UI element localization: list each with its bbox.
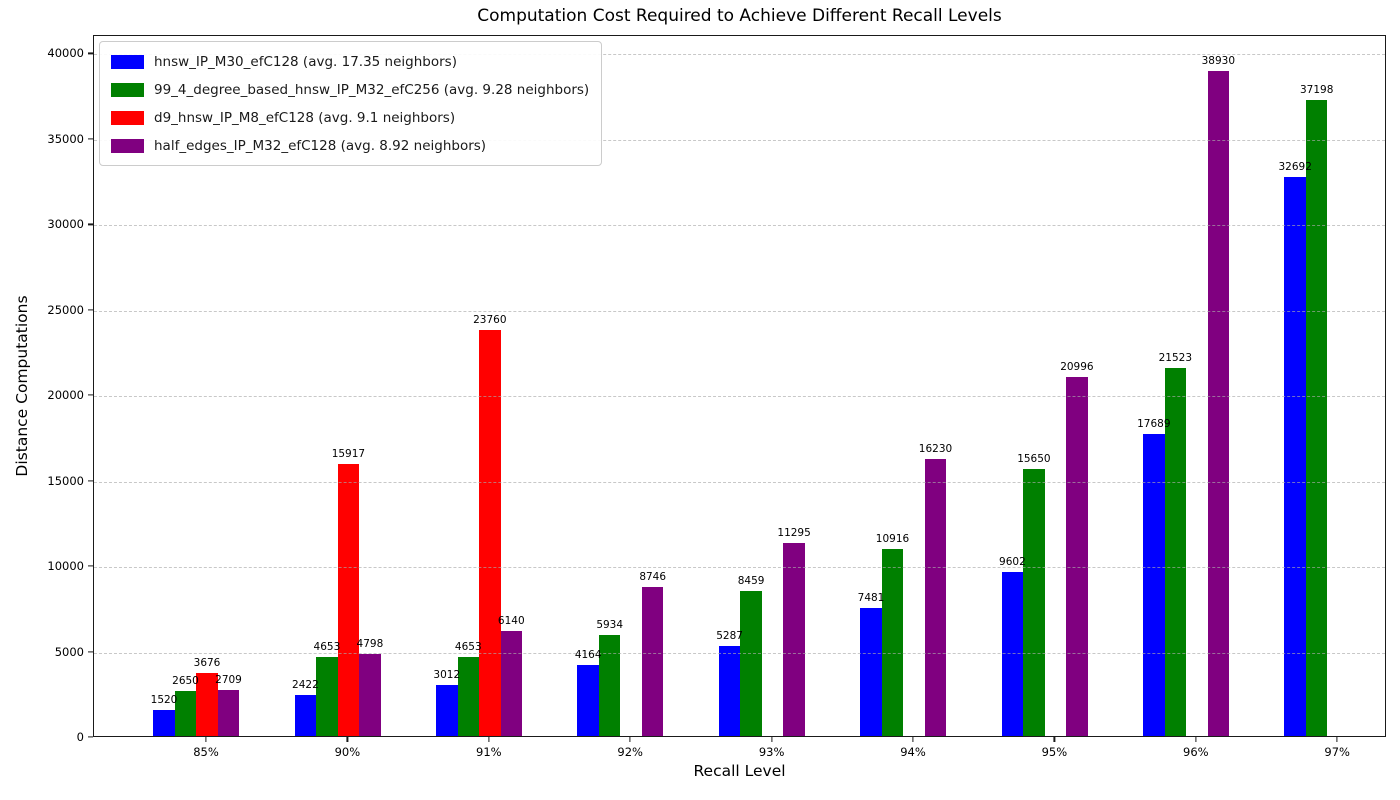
legend-label: hnsw_IP_M30_efC128 (avg. 17.35 neighbors): [154, 53, 457, 70]
y-gridline: [94, 567, 1385, 568]
y-tick-label: 25000: [47, 302, 84, 317]
bar-value-label: 11295: [777, 526, 811, 539]
bar-value-label: 6140: [497, 615, 525, 628]
y-gridline: [94, 311, 1385, 312]
y-tick-label: 35000: [47, 131, 84, 146]
bar-series1-92: [599, 635, 621, 736]
x-tick-label: 93%: [758, 745, 785, 759]
bar-value-label: 4798: [356, 638, 384, 651]
bar-series3-92: [642, 587, 664, 736]
x-tick-mark: [205, 737, 206, 742]
x-tick-mark: [771, 737, 772, 742]
bar-series0-95: [1002, 572, 1024, 736]
bar-value-label: 5287: [716, 629, 743, 642]
bar-value-label: 4653: [313, 640, 341, 653]
legend-item: [111, 107, 589, 128]
x-tick-mark: [347, 737, 348, 742]
x-tick-label: 91%: [476, 745, 502, 759]
bar-series2-90: [338, 464, 360, 736]
x-tick-mark: [912, 737, 913, 742]
plot-area: [93, 35, 1386, 737]
legend-item: [111, 135, 589, 156]
bar-value-label: 7481: [857, 592, 885, 605]
bar-value-label: 2709: [215, 673, 242, 686]
y-gridline: [94, 396, 1385, 397]
x-tick-label: 92%: [617, 745, 643, 759]
legend-label: half_edges_IP_M32_efC128 (avg. 8.92 neighbors): [154, 137, 487, 154]
x-tick-label: 96%: [1183, 745, 1209, 759]
bar-value-label: 23760: [473, 313, 507, 326]
x-tick-mark: [1195, 737, 1196, 742]
bar-series3-94: [925, 459, 947, 736]
y-tick-label: 10000: [47, 559, 84, 574]
legend-label: d9_hnsw_IP_M8_efC128 (avg. 9.1 neighbors): [154, 109, 456, 126]
x-tick-label: 95%: [1041, 745, 1068, 759]
x-axis-title: Recall Level: [693, 762, 786, 780]
bar-value-label: 8746: [639, 570, 667, 583]
y-gridline: [94, 653, 1385, 654]
bar-series3-95: [1066, 377, 1088, 736]
x-tick-label: 94%: [900, 745, 926, 759]
y-gridline: [94, 482, 1385, 483]
bar-value-label: 5934: [596, 618, 624, 631]
bar-series1-94: [882, 549, 904, 736]
bar-series2-91: [479, 330, 501, 736]
bar-value-label: 32692: [1278, 161, 1312, 174]
bar-series1-95: [1023, 469, 1045, 736]
y-tick-mark: [88, 736, 93, 737]
y-gridline: [94, 225, 1385, 226]
bar-series3-91: [501, 631, 523, 736]
y-tick-label: 30000: [47, 217, 84, 232]
y-tick-mark: [88, 480, 93, 481]
bar-value-label: 21523: [1158, 352, 1192, 365]
bar-value-label: 8459: [737, 575, 765, 588]
x-tick-mark: [1054, 737, 1055, 742]
bar-value-label: 37198: [1299, 84, 1334, 97]
bar-series0-96: [1143, 434, 1165, 736]
bar-series3-85: [218, 690, 240, 736]
legend-swatch-icon: [111, 139, 144, 153]
bar-series3-90: [359, 654, 381, 736]
y-tick-mark: [88, 309, 93, 310]
bar-value-label: 10916: [875, 533, 910, 546]
bar-value-label: 1520: [150, 694, 178, 707]
x-tick-label: 97%: [1324, 745, 1350, 759]
bar-series1-93: [740, 591, 762, 736]
bar-series0-85: [153, 710, 175, 736]
chart-title: Computation Cost Required to Achieve Different Recall Levels: [477, 6, 1002, 26]
bar-value-label: 3676: [193, 657, 221, 670]
legend-label: 99_4_degree_based_hnsw_IP_M32_efC256 (avg. 9.28 neighbors): [154, 81, 590, 98]
bar-value-label: 38930: [1201, 54, 1235, 67]
legend-item: [111, 51, 589, 72]
bar-value-label: 2650: [172, 674, 199, 687]
x-tick-label: 90%: [334, 745, 361, 759]
y-tick-mark: [88, 566, 93, 567]
bar-series0-90: [295, 695, 317, 736]
y-tick-label: 20000: [47, 388, 84, 403]
legend-swatch-icon: [111, 111, 144, 125]
bar-series1-85: [175, 691, 197, 736]
bar-value-label: 4653: [454, 640, 482, 653]
bar-value-label: 4164: [574, 648, 602, 661]
y-axis-title: Distance Computations: [13, 295, 31, 477]
bar-value-label: 15917: [331, 448, 366, 461]
x-tick-label: 85%: [193, 745, 219, 759]
x-tick-mark: [630, 737, 631, 742]
bar-series1-90: [316, 657, 338, 737]
bar-series1-97: [1306, 100, 1328, 736]
x-tick-mark: [488, 737, 489, 742]
bar-series0-93: [719, 646, 741, 736]
x-tick-mark: [1337, 737, 1338, 742]
y-tick-mark: [88, 395, 93, 396]
legend-swatch-icon: [111, 55, 144, 69]
y-tick-mark: [88, 138, 93, 139]
bar-value-label: 17689: [1137, 417, 1171, 430]
bar-value-label: 9602: [999, 555, 1026, 568]
bar-series3-93: [783, 543, 805, 736]
legend: [99, 41, 602, 166]
bar-value-label: 16230: [918, 442, 953, 455]
y-tick-label: 15000: [47, 473, 84, 488]
y-tick-label: 40000: [47, 46, 84, 61]
bar-value-label: 2422: [292, 678, 319, 691]
legend-item: [111, 79, 589, 100]
y-tick-label: 5000: [54, 644, 84, 659]
y-tick-mark: [88, 224, 93, 225]
bar-value-label: 3012: [433, 668, 461, 681]
y-tick-mark: [88, 651, 93, 652]
bar-value-label: 15650: [1017, 452, 1051, 465]
legend-swatch-icon: [111, 83, 144, 97]
bar-series0-92: [577, 665, 599, 736]
bar-value-label: 20996: [1060, 361, 1094, 374]
y-tick-mark: [88, 53, 93, 54]
bar-series0-94: [860, 608, 882, 736]
bar-series0-91: [436, 685, 458, 736]
bar-series3-96: [1208, 71, 1230, 736]
bar-series1-91: [458, 657, 480, 737]
y-tick-label: 0: [76, 730, 84, 744]
